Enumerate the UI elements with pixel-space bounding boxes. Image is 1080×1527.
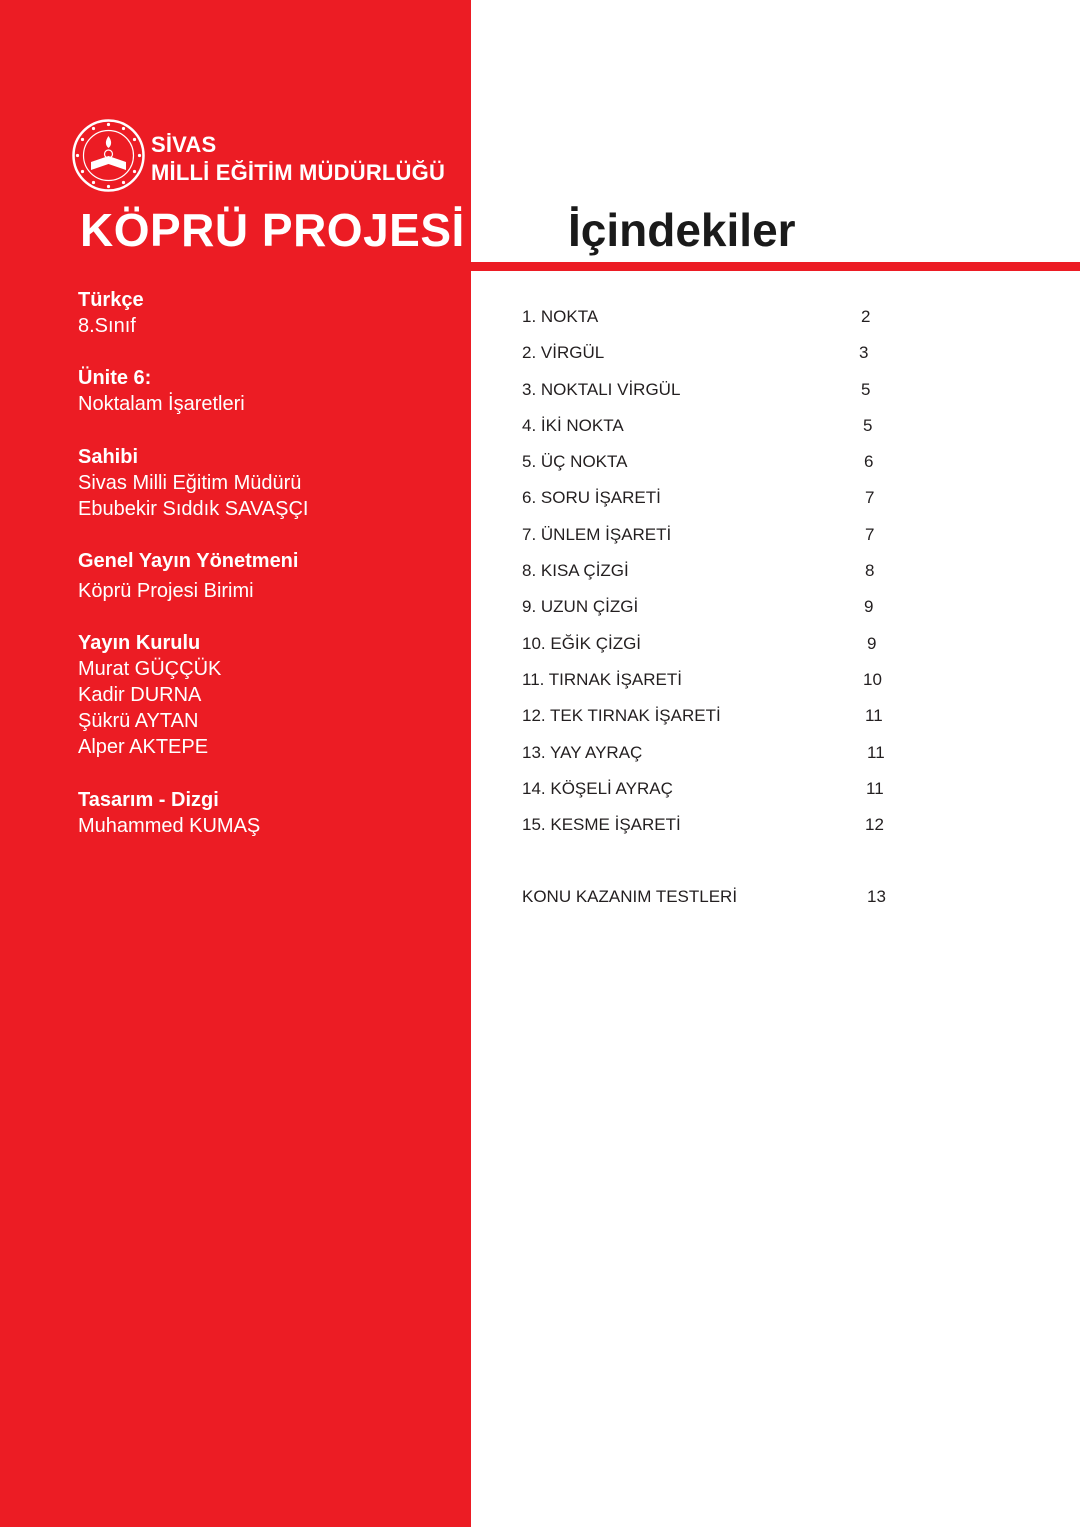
toc-item[interactable] bbox=[522, 554, 902, 590]
board-member: Murat GÜÇÇÜK bbox=[78, 658, 222, 680]
org-name-line2: MİLLİ EĞİTİM MÜDÜRLÜĞÜ bbox=[151, 160, 446, 185]
toc-item-label: 3. NOKTALI VİRGÜL bbox=[522, 379, 681, 399]
unit-heading: Ünite 6: bbox=[78, 367, 152, 389]
toc-item[interactable] bbox=[522, 663, 902, 699]
org-name bbox=[151, 131, 445, 187]
toc-item-label: 12. TEK TIRNAK İŞARETİ bbox=[522, 706, 721, 726]
toc-item-label: 14. KÖŞELİ AYRAÇ bbox=[522, 778, 673, 798]
toc-title: İçindekiler bbox=[568, 204, 796, 256]
toc-item-page: 3 bbox=[859, 343, 869, 363]
owner-block bbox=[78, 444, 308, 522]
subject-grade: 8.Sınıf bbox=[78, 315, 136, 337]
toc-item[interactable] bbox=[522, 373, 902, 409]
toc-extra-item[interactable] bbox=[522, 880, 902, 916]
toc-item-label: 9. UZUN ÇİZGİ bbox=[522, 597, 639, 617]
toc-divider bbox=[471, 262, 1080, 271]
editor-heading: Genel Yayın Yönetmeni bbox=[78, 550, 299, 572]
board-member: Alper AKTEPE bbox=[78, 736, 209, 758]
toc-item[interactable] bbox=[522, 808, 902, 844]
toc-item-page: 7 bbox=[865, 524, 875, 544]
toc-item[interactable] bbox=[522, 772, 902, 808]
owner-line: Ebubekir Sıddık SAVAŞÇI bbox=[78, 498, 309, 520]
toc-item-label: 15. KESME İŞARETİ bbox=[522, 815, 681, 835]
toc-item[interactable] bbox=[522, 699, 902, 735]
editor-block bbox=[78, 548, 298, 604]
toc-item[interactable] bbox=[522, 736, 902, 772]
unit-block bbox=[78, 365, 245, 417]
toc-extra-label: KONU KAZANIM TESTLERİ bbox=[522, 887, 738, 906]
owner-line: Sivas Milli Eğitim Müdürü bbox=[78, 472, 302, 494]
subject-block bbox=[78, 287, 144, 339]
toc-item[interactable] bbox=[522, 627, 902, 663]
unit-name: Noktalam İşaretleri bbox=[78, 393, 245, 415]
toc-item-page: 7 bbox=[865, 488, 875, 508]
toc-item[interactable] bbox=[522, 445, 902, 481]
design-heading: Tasarım - Dizgi bbox=[78, 789, 219, 811]
toc-item-page: 11 bbox=[865, 706, 883, 726]
toc-item-page: 12 bbox=[865, 815, 884, 835]
board-member: Şükrü AYTAN bbox=[78, 710, 199, 732]
toc-item[interactable] bbox=[522, 336, 902, 372]
toc-item-page: 5 bbox=[861, 379, 871, 399]
toc-item-page: 10 bbox=[863, 669, 882, 689]
toc-item[interactable] bbox=[522, 518, 902, 554]
toc-item[interactable] bbox=[522, 481, 902, 517]
editor-line: Köprü Projesi Birimi bbox=[78, 580, 254, 602]
design-line: Muhammed KUMAŞ bbox=[78, 815, 261, 837]
owner-heading: Sahibi bbox=[78, 446, 139, 468]
toc-item-label: 1. NOKTA bbox=[522, 307, 599, 326]
subject-heading: Türkçe bbox=[78, 289, 144, 311]
board-block bbox=[78, 630, 221, 760]
toc-item-page: 2 bbox=[861, 307, 871, 326]
toc-item-page: 9 bbox=[867, 633, 877, 653]
toc-item-page: 11 bbox=[867, 742, 885, 762]
toc-item-label: 10. EĞİK ÇİZGİ bbox=[522, 633, 642, 653]
toc-item-page: 5 bbox=[863, 415, 873, 435]
toc-extra-page: 13 bbox=[867, 887, 886, 906]
toc-item[interactable] bbox=[522, 409, 902, 445]
meb-emblem-icon bbox=[71, 118, 146, 193]
design-block bbox=[78, 787, 260, 839]
toc-item-label: 7. ÜNLEM İŞARETİ bbox=[522, 524, 672, 544]
toc-item-page: 9 bbox=[864, 597, 874, 617]
toc-item-label: 13. YAY AYRAÇ bbox=[522, 742, 643, 762]
toc-item-label: 11. TIRNAK İŞARETİ bbox=[522, 669, 682, 689]
board-heading: Yayın Kurulu bbox=[78, 632, 201, 654]
toc-item-page: 11 bbox=[866, 778, 884, 798]
toc-item-page: 8 bbox=[865, 561, 875, 581]
project-title: KÖPRÜ PROJESİ bbox=[80, 204, 465, 256]
toc-item[interactable] bbox=[522, 300, 902, 336]
board-member: Kadir DURNA bbox=[78, 684, 202, 706]
org-name-line1: SİVAS bbox=[151, 132, 217, 157]
toc-item[interactable] bbox=[522, 590, 902, 626]
toc-item-label: 5. ÜÇ NOKTA bbox=[522, 452, 628, 472]
toc-item-label: 4. İKİ NOKTA bbox=[522, 415, 624, 435]
toc-item-label: 6. SORU İŞARETİ bbox=[522, 488, 661, 508]
toc-item-label: 8. KISA ÇİZGİ bbox=[522, 561, 629, 581]
toc-item-page: 6 bbox=[864, 452, 874, 472]
toc-list bbox=[522, 300, 902, 844]
toc-item-label: 2. VİRGÜL bbox=[522, 343, 605, 363]
